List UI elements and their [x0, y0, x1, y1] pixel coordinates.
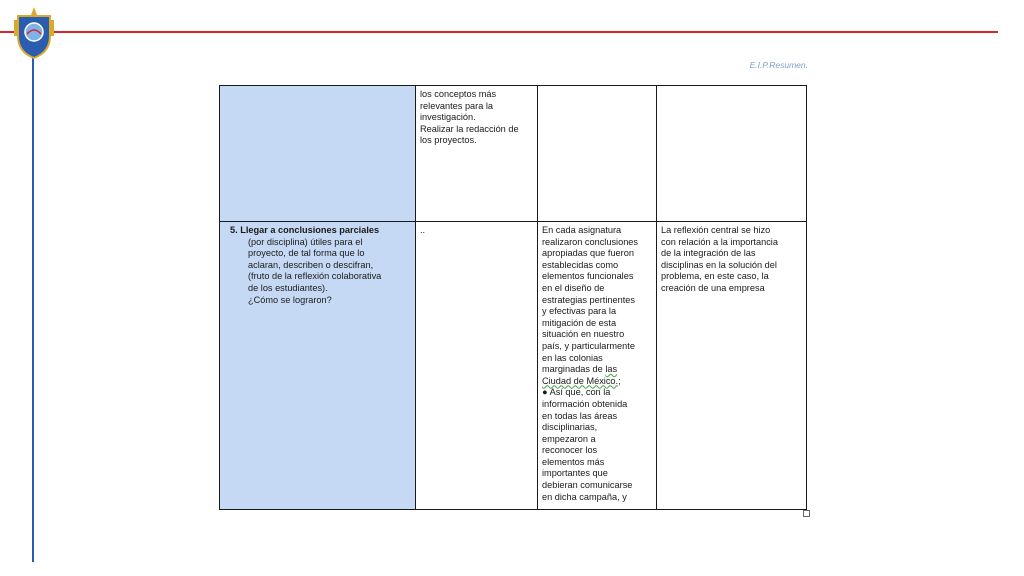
cell-text-line: en las colonias	[542, 352, 603, 363]
cell-text-line: debieran comunicarse	[542, 480, 633, 491]
cell-text-line	[542, 376, 652, 388]
cell-text-line: estrategias pertinentes	[542, 294, 635, 305]
cell-text-line: (fruto de la reflexión colaborativa	[248, 271, 382, 282]
cell-text-line: los proyectos.	[420, 135, 477, 146]
cell-text-line: importantes que	[542, 468, 608, 479]
cell-text-line: ● Así que, con la	[542, 387, 611, 398]
table-row	[220, 222, 807, 510]
cell-text-line: problema, en este caso, la	[661, 271, 769, 282]
cell-text-line: en el diseño de	[542, 282, 605, 293]
cell-text-line: relevantes para la	[420, 100, 494, 111]
spellcheck-underlined-text: las	[605, 364, 618, 375]
cell-text-line: ..	[420, 225, 426, 235]
row2-col4-cell	[657, 222, 807, 510]
cell-text-line: y efectivas para la	[542, 306, 617, 317]
cell-text-line: elementos funcionales	[542, 271, 634, 282]
cell-text-line: país, y particularmente	[542, 340, 635, 351]
cell-text-line: empezaron a	[542, 433, 596, 444]
cell-text-line: La reflexión central se hizo	[661, 225, 771, 235]
cell-text-line: en todas las áreas	[542, 410, 618, 421]
table-row	[220, 86, 807, 222]
cell-text-line: investigación.	[420, 112, 476, 123]
margin-blue-line	[32, 40, 34, 562]
cell-text-fragment: marginadas de	[542, 364, 603, 375]
cell-text-line: aclaran, describen o descifran,	[248, 259, 374, 270]
cell-text-fragment: ;	[618, 375, 621, 386]
cell-text-line: (por disciplina) útiles para el	[248, 236, 363, 247]
cell-text-line: ¿Cómo se lograron?	[248, 294, 332, 305]
row2-col2-cell	[416, 222, 538, 510]
cell-text-line: de los estudiantes).	[248, 282, 328, 293]
cell-text-line: establecidas como	[542, 259, 619, 270]
document-header-label: E.I.P.Resumen.	[749, 60, 808, 70]
cell-text-line: en dicha campaña, y	[542, 491, 627, 502]
header-red-line	[0, 31, 998, 33]
cell-text-line: los conceptos más	[420, 89, 497, 99]
spellcheck-underlined-text: Ciudad de México.	[542, 375, 619, 386]
cell-text-line: con relación a la importancia	[661, 236, 778, 247]
table-resize-handle[interactable]	[803, 510, 810, 517]
cell-text-line: realizaron conclusiones	[542, 236, 639, 247]
institution-crest-icon	[12, 6, 56, 60]
cell-text-line: disciplinarias,	[542, 422, 598, 433]
cell-text-line: mitigación de esta	[542, 317, 617, 328]
step-title: 5. Llegar a conclusiones parciales	[230, 225, 380, 235]
cell-text-line: apropiadas que fueron	[542, 248, 634, 259]
cell-text-line: de la integración de las	[661, 248, 756, 259]
summary-table	[219, 85, 807, 510]
cell-text-line: creación de una empresa	[661, 282, 765, 293]
row2-col3-cell	[538, 222, 657, 510]
row1-col2-cell	[416, 86, 538, 222]
cell-text-line: información obtenida	[542, 398, 628, 409]
cell-text-line: proyecto, de tal forma que lo	[248, 248, 365, 259]
cell-text-line: reconocer los	[542, 445, 598, 456]
cell-text-line: Realizar la redacción de	[420, 123, 519, 134]
cell-text-line: situación en nuestro	[542, 329, 625, 340]
row1-col3-cell	[538, 86, 657, 222]
cell-text-line	[542, 364, 652, 376]
row2-col1-cell	[220, 222, 416, 510]
cell-text-line: En cada asignatura	[542, 225, 622, 235]
row1-col1-cell	[220, 86, 416, 222]
row1-col4-cell	[657, 86, 807, 222]
cell-text-line: disciplinas en la solución del	[661, 259, 777, 270]
cell-text-line: elementos más	[542, 456, 605, 467]
